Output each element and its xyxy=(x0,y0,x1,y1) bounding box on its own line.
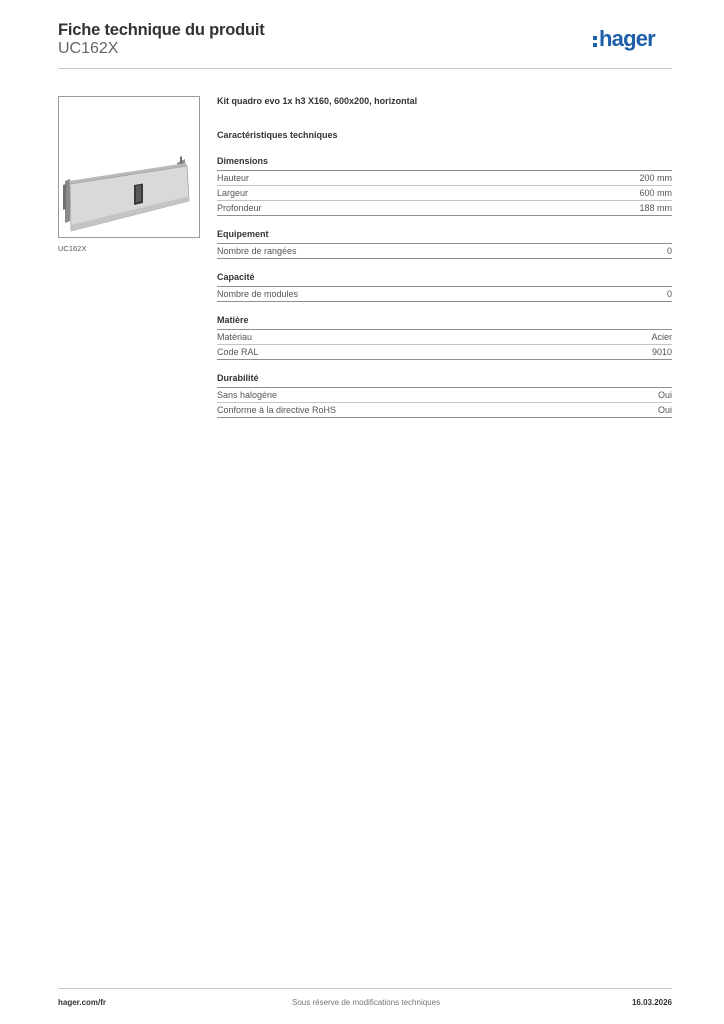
spec-row-profondeur xyxy=(217,201,672,216)
footer-website-link[interactable]: hager.com/fr xyxy=(58,998,107,1007)
spec-label: Nombre de rangées xyxy=(217,246,297,256)
spec-row-nombre-de-modules xyxy=(217,287,672,302)
spec-value: 200 mm xyxy=(639,173,672,183)
product-reference: UC162X xyxy=(58,40,119,57)
spec-value: 9010 xyxy=(651,347,672,357)
hager-logo xyxy=(591,26,675,56)
section-equipement xyxy=(217,229,672,259)
spec-value: 600 mm xyxy=(639,188,672,198)
spec-row-sans-halogene xyxy=(217,388,672,403)
spec-row-hauteur xyxy=(217,171,672,186)
spec-label: Sans halogène xyxy=(217,390,278,400)
section-dimensions xyxy=(217,156,672,216)
spec-row-materiau xyxy=(217,330,672,345)
section-title: Capacité xyxy=(217,272,672,287)
page-title: Fiche technique du produit xyxy=(58,21,265,39)
spec-row-largeur xyxy=(217,186,672,201)
spec-value: Oui xyxy=(657,405,672,415)
section-durabilite xyxy=(217,373,672,418)
spec-value: 0 xyxy=(666,289,672,299)
footer-disclaimer: Sous réserve de modifications techniques xyxy=(292,998,441,1007)
spec-label: Profondeur xyxy=(217,203,262,213)
product-specifications xyxy=(217,96,672,431)
section-capacite xyxy=(217,272,672,302)
spec-value: Acier xyxy=(651,332,672,342)
spec-label: Code RAL xyxy=(217,347,259,357)
section-title: Equipement xyxy=(217,229,672,244)
spec-label: Hauteur xyxy=(217,173,250,183)
section-title: Dimensions xyxy=(217,156,672,171)
spec-row-code-ral xyxy=(217,345,672,360)
image-caption: UC162X xyxy=(58,244,87,253)
svg-text:hager: hager xyxy=(599,26,655,51)
spec-value: 0 xyxy=(666,246,672,256)
spec-value: Oui xyxy=(657,390,672,400)
product-image xyxy=(58,96,200,238)
spec-label: Nombre de modules xyxy=(217,289,299,299)
footer-date: 16.03.2026 xyxy=(631,998,672,1007)
section-title: Durabilité xyxy=(217,373,672,388)
spec-row-nombre-de-rangees xyxy=(217,244,672,259)
section-matiere xyxy=(217,315,672,360)
product-description: Kit quadro evo 1x h3 X160, 600x200, horizontal xyxy=(217,96,418,106)
footer-divider xyxy=(58,988,672,989)
section-title: Matière xyxy=(217,315,672,330)
spec-label: Matériau xyxy=(217,332,253,342)
spec-row-rohs xyxy=(217,403,672,418)
spec-label: Conforme à la directive RoHS xyxy=(217,405,337,415)
header-divider xyxy=(58,68,672,69)
spec-label: Largeur xyxy=(217,188,249,198)
specs-title: Caractéristiques techniques xyxy=(217,130,338,140)
spec-value: 188 mm xyxy=(639,203,672,213)
